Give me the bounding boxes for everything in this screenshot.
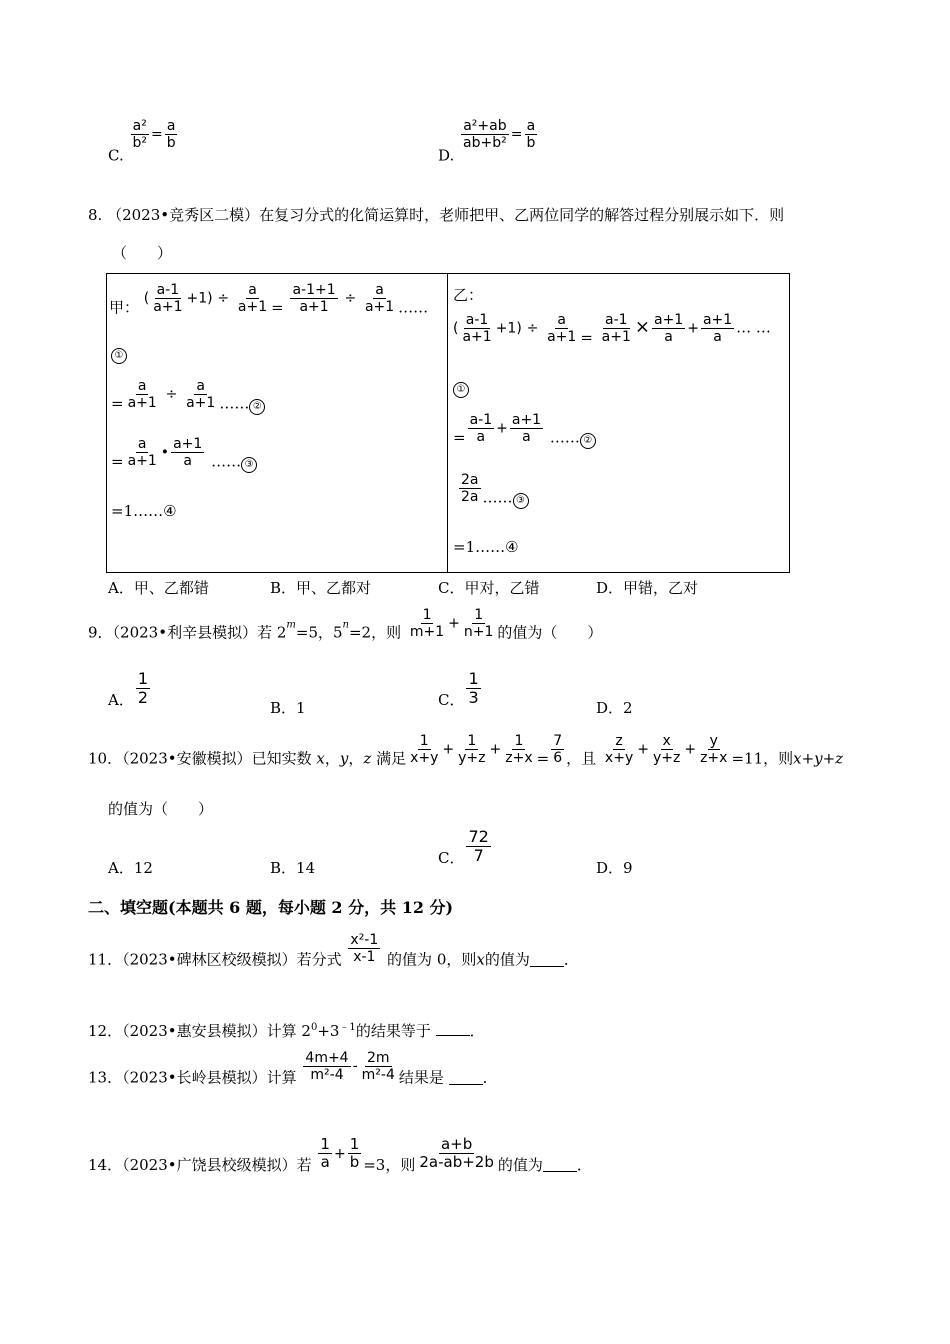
numerator: 2m <box>366 1050 390 1066</box>
numerator: 72 <box>468 827 489 846</box>
q8-option-a: A．甲、乙都错 <box>108 579 209 597</box>
fraction <box>318 1136 332 1172</box>
numerator: 1 <box>137 669 149 688</box>
q14-stem <box>88 1136 592 1175</box>
fraction <box>524 118 537 151</box>
variable: x <box>476 950 485 969</box>
circled-number: ③ <box>513 493 529 509</box>
period: ． <box>469 1022 485 1040</box>
q10-stem <box>88 733 843 769</box>
jia-step3 <box>111 436 257 473</box>
denominator: y+z <box>458 750 486 767</box>
numerator: a <box>137 436 147 452</box>
fraction <box>236 282 269 315</box>
denominator: m²-4 <box>361 1067 395 1084</box>
jia-step4: =1……④ <box>111 502 177 520</box>
numerator: 1 <box>468 669 479 688</box>
q9-option-b: B．1 <box>270 699 306 717</box>
jia-step1 <box>109 282 428 318</box>
numerator: a+1 <box>653 312 684 328</box>
plus-sign: + <box>684 741 697 758</box>
denominator: n+1 <box>463 624 494 641</box>
plus-sign: + <box>442 741 455 758</box>
q10-option-b: B．14 <box>270 859 316 877</box>
numerator: a-1 <box>469 412 493 428</box>
plus-sign: + <box>496 420 508 437</box>
jia-marker-1 <box>111 346 127 364</box>
fraction <box>510 412 543 445</box>
exponent: n <box>342 619 349 631</box>
fraction <box>460 312 493 345</box>
question-text: =11，则 <box>731 749 794 768</box>
answer-blank[interactable] <box>543 1170 577 1172</box>
plus-one: +1) <box>186 290 213 307</box>
denominator: a+1 <box>601 329 631 346</box>
fraction <box>462 607 496 640</box>
equals: = <box>151 126 163 143</box>
denominator: 6 <box>553 750 563 767</box>
numerator: a+1 <box>702 312 733 328</box>
fraction <box>126 378 159 411</box>
equals: = <box>510 126 523 143</box>
yi-marker-1 <box>453 380 469 398</box>
numerator: a+b <box>440 1135 473 1153</box>
circled-number: ② <box>249 399 265 415</box>
q8-option-c: C．甲对，乙错 <box>438 579 540 597</box>
fraction <box>171 436 204 469</box>
answer-blank[interactable] <box>530 965 564 967</box>
question-text: =2，则 <box>348 623 402 642</box>
numerator: a <box>248 282 257 298</box>
equals: = <box>111 394 124 413</box>
question-text: （2023•碑林区校级模拟）若分式 <box>122 950 342 969</box>
q10-option-a: A．12 <box>108 859 153 877</box>
denominator: a <box>476 429 486 446</box>
fraction <box>651 733 682 766</box>
numerator: a <box>166 118 176 134</box>
denominator: x-1 <box>353 949 376 966</box>
numerator: a-1+1 <box>292 282 336 298</box>
fraction <box>126 436 159 469</box>
denominator: a+1 <box>237 299 268 316</box>
period: ． <box>576 1155 592 1174</box>
numerator: a <box>375 282 384 298</box>
period: ． <box>482 1068 498 1087</box>
paren-open: ( <box>453 320 459 337</box>
fraction <box>348 932 380 965</box>
numerator: a <box>137 378 147 394</box>
equals: = <box>453 428 466 447</box>
denominator: z+x <box>700 750 728 767</box>
fraction <box>545 312 578 345</box>
ellipsis: …… <box>219 394 250 413</box>
q13-stem <box>88 1050 498 1088</box>
q7-option-c <box>108 118 180 165</box>
option-label: C． <box>438 848 465 867</box>
variable: z <box>363 749 372 768</box>
question-number: 13． <box>88 1068 123 1087</box>
plus-sign: + <box>448 615 460 632</box>
fraction <box>466 828 490 866</box>
question-text: 的值为 <box>484 950 530 969</box>
question-text: ，且 <box>566 749 597 768</box>
denominator: m+1 <box>409 624 445 641</box>
divide-sign: ÷ <box>526 320 539 337</box>
question-number: 14． <box>88 1155 123 1174</box>
variable: y <box>339 749 349 768</box>
minus-sign: - <box>352 1058 358 1075</box>
fraction <box>701 312 734 345</box>
option-label: C． <box>438 690 465 709</box>
fraction <box>303 1050 350 1083</box>
numerator: 1 <box>320 1135 330 1153</box>
question-number: 10． <box>88 749 123 768</box>
q8-paren: （ ） <box>112 244 173 262</box>
period: ． <box>563 950 579 969</box>
question-text: 的结果等于 <box>355 1022 431 1040</box>
q9-option-d: D．2 <box>596 699 633 717</box>
fraction <box>363 282 396 315</box>
question-number: 9． <box>88 623 113 642</box>
yi-step3 <box>457 472 529 509</box>
circled-number: ② <box>580 433 596 449</box>
numerator: a-1 <box>465 312 489 328</box>
option-label: C. <box>108 146 124 165</box>
denominator: ab+b² <box>463 135 507 152</box>
multiply-dot: • <box>160 444 170 461</box>
numerator: a <box>196 378 205 394</box>
q9-option-c <box>438 670 483 710</box>
question-text: 的值为 <box>497 1155 543 1174</box>
denominator: a+1 <box>299 299 329 316</box>
question-text: +3 <box>317 1022 340 1040</box>
denominator: a+1 <box>547 329 577 346</box>
numerator: 1 <box>467 733 477 749</box>
fraction <box>348 1136 362 1172</box>
yi-step1 <box>453 312 771 347</box>
plus-sign: + <box>637 741 649 758</box>
q8-solution-box <box>106 273 790 573</box>
q9-stem <box>88 607 602 643</box>
q11-stem <box>88 932 579 970</box>
denominator: a+1 <box>127 395 157 412</box>
fraction <box>165 118 178 151</box>
answer-blank[interactable] <box>436 1034 470 1036</box>
denominator: a <box>320 1153 330 1172</box>
q10-option-c <box>438 828 493 868</box>
question-text: 结果是 <box>398 1068 444 1087</box>
denominator: a+1 <box>364 299 395 316</box>
question-text: （2023•安徽模拟）已知实数 <box>122 749 312 768</box>
section-heading: 二、填空题(本题共 6 题，每小题 2 分，共 12 分) <box>88 898 454 917</box>
numerator: 1 <box>419 733 429 749</box>
numerator: z <box>615 733 623 749</box>
box-divider <box>447 274 448 572</box>
denominator: 2a <box>461 489 479 506</box>
variable-sum: x+y+z <box>793 749 844 768</box>
yi-step4: =1……④ <box>453 538 519 556</box>
denominator: a <box>183 453 192 470</box>
fraction <box>468 412 495 445</box>
circled-number: ① <box>111 348 127 364</box>
question-text: 的值为（ ） <box>497 623 603 642</box>
q9-option-a <box>108 670 152 710</box>
fraction <box>698 733 729 766</box>
equals: = <box>271 298 284 317</box>
numerator: y <box>709 733 718 749</box>
denominator: b <box>526 135 536 152</box>
numerator: a <box>557 312 566 328</box>
numerator: 7 <box>553 733 563 749</box>
numerator: a+1 <box>511 412 542 428</box>
question-text: （2023•长岭县模拟）计算 <box>122 1068 297 1087</box>
q10-stem-line2: 的值为（ ） <box>108 800 214 818</box>
numerator: a-1 <box>605 312 628 328</box>
numerator: 1 <box>422 607 432 623</box>
numerator: 1 <box>474 607 484 623</box>
denominator: a+1 <box>127 453 157 470</box>
denominator: y+z <box>652 750 681 767</box>
denominator: a+1 <box>462 329 492 346</box>
option-label: D. <box>438 146 455 165</box>
q10-option-d: D．9 <box>596 859 633 877</box>
jia-label: 甲： <box>109 298 140 317</box>
question-text: （2023•竞秀区二模）在复习分式的化简运算时，老师把甲、乙两位同学的解答过程分别展示如下．则 <box>107 206 785 224</box>
numerator: a <box>526 118 536 134</box>
fraction <box>408 733 440 766</box>
divide-sign: ÷ <box>165 386 178 403</box>
paren-open: ( <box>143 290 150 307</box>
divide-sign: ÷ <box>344 290 357 307</box>
denominator: b² <box>132 135 147 152</box>
times-sign: × <box>634 316 650 338</box>
q8-option-b: B．甲、乙都对 <box>270 579 372 597</box>
answer-blank[interactable] <box>449 1083 483 1085</box>
numerator: x²-1 <box>350 932 379 948</box>
question-text: 满足 <box>376 749 407 768</box>
numerator: a+1 <box>173 436 203 452</box>
q8-option-d: D．甲错，乙对 <box>596 579 699 597</box>
numerator: 1 <box>349 1135 360 1153</box>
yi-label: 乙： <box>453 286 484 304</box>
plus-sign: + <box>333 1145 346 1162</box>
fraction <box>652 312 685 345</box>
numerator: 1 <box>514 733 524 749</box>
equals: = <box>580 328 593 347</box>
jia-step2 <box>111 378 265 415</box>
equals: = <box>111 452 124 471</box>
question-text: =3，则 <box>363 1155 416 1174</box>
fraction <box>503 733 534 766</box>
divide-sign: ÷ <box>217 290 230 307</box>
denominator: m²-4 <box>310 1067 344 1084</box>
fraction <box>459 472 481 505</box>
equals: = <box>536 749 550 768</box>
question-text: 的值为 0，则 <box>387 950 477 969</box>
fraction <box>551 733 564 766</box>
question-text: （2023•广饶县校级模拟）若 <box>122 1155 312 1174</box>
fraction <box>600 312 633 345</box>
option-label: A． <box>108 690 134 709</box>
numerator: a-1 <box>156 282 180 298</box>
fraction <box>360 1050 397 1083</box>
denominator: z+x <box>505 750 533 767</box>
exponent: 0 <box>310 1022 318 1033</box>
fraction <box>131 118 150 151</box>
q8-stem <box>88 204 784 225</box>
fraction <box>417 1136 496 1172</box>
exponent: ﹣1 <box>339 1022 356 1033</box>
circled-number: ① <box>453 382 469 398</box>
numerator: 4m+4 <box>305 1050 349 1066</box>
comma: ， <box>348 749 364 768</box>
ellipsis: … … <box>736 318 771 337</box>
denominator: 7 <box>473 846 484 866</box>
numerator: a²+ab <box>463 118 507 134</box>
fraction <box>184 378 217 411</box>
denominator: a <box>664 329 673 346</box>
variable: x <box>316 749 325 768</box>
comma: ， <box>324 749 340 768</box>
denominator: a+1 <box>153 299 183 316</box>
yi-step2 <box>453 412 596 449</box>
denominator: b <box>349 1153 360 1172</box>
fraction <box>456 733 487 766</box>
plus-sign: + <box>687 320 699 337</box>
exponent: m <box>286 619 296 631</box>
denominator: a <box>713 329 722 346</box>
fraction <box>290 282 337 315</box>
fraction <box>466 670 480 708</box>
ellipsis: …… <box>549 428 580 447</box>
circled-number: ③ <box>241 457 257 473</box>
question-text: =5，5 <box>295 623 343 642</box>
denominator: b <box>166 135 176 152</box>
fraction <box>408 607 446 640</box>
denominator: 2a-ab+2b <box>419 1153 494 1172</box>
denominator: 2 <box>137 688 149 708</box>
q7-option-d <box>438 118 539 165</box>
denominator: x+y <box>410 750 439 767</box>
question-number: 11． <box>88 950 123 969</box>
numerator: x <box>662 733 671 749</box>
numerator: a² <box>132 118 147 134</box>
denominator: 3 <box>468 688 479 708</box>
plus-sign: + <box>489 741 502 758</box>
plus-one: +1) <box>495 320 522 337</box>
numerator: 2a <box>461 472 479 488</box>
question-number: 12． <box>88 1022 123 1040</box>
question-text: （2023•惠安县模拟）计算 2 <box>122 1022 311 1040</box>
ellipsis: …… <box>211 452 242 471</box>
fraction <box>151 282 184 315</box>
q12-stem <box>88 1018 485 1041</box>
denominator: a <box>522 429 531 446</box>
fraction <box>603 733 635 766</box>
question-text: （2023•利辛县模拟）若 2 <box>112 623 287 642</box>
denominator: a+1 <box>186 395 216 412</box>
fraction <box>461 118 509 151</box>
denominator: x+y <box>604 750 634 767</box>
ellipsis: …… <box>398 298 429 317</box>
fraction <box>136 670 150 708</box>
ellipsis: …… <box>482 488 513 507</box>
question-number: 8. <box>88 206 103 224</box>
